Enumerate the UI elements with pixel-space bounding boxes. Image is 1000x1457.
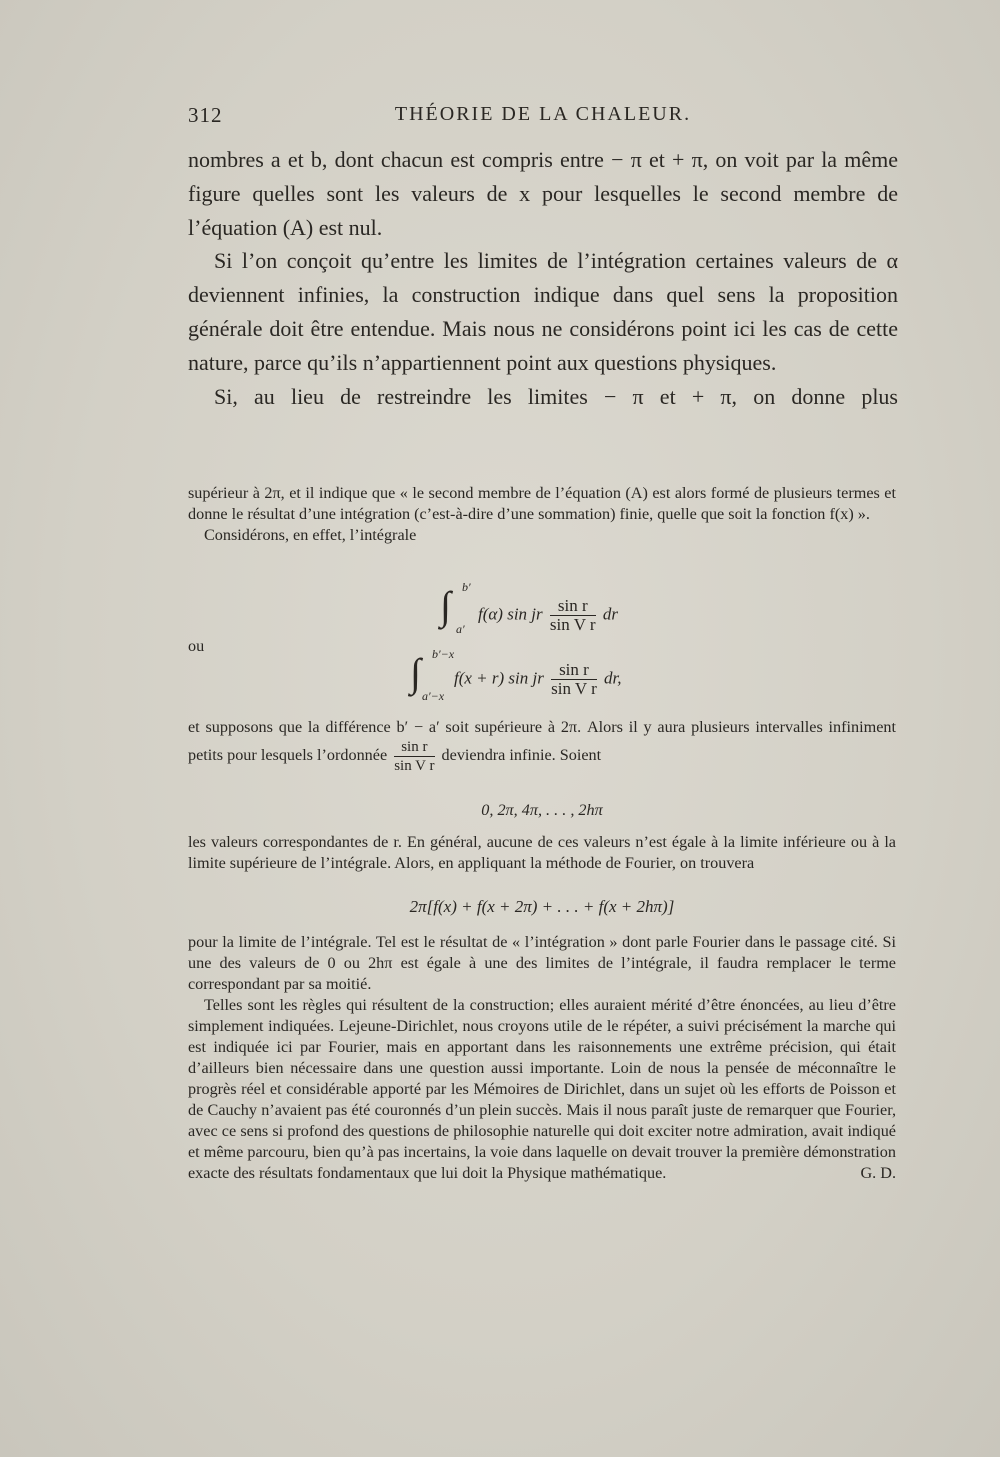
note-top bbox=[188, 483, 896, 546]
page-number: 312 bbox=[188, 103, 223, 127]
paragraph-2: Si l’on conçoit qu’entre les limites de l’intégration certaines valeurs de α deviennent infinies, la construction indique dans quel sens la proposition générale doit être entendue. Mais nous ne considérons point ici les cas de cette nature, parce qu’ils n’appartiennent point aux questions physiques. bbox=[188, 248, 898, 375]
lower-limit: a′−x bbox=[422, 689, 445, 703]
lower-limit: a′ bbox=[456, 622, 465, 636]
integrand: f(x + r) sin jr bbox=[454, 668, 544, 688]
sequence-formula: 0, 2π, 4π, . . . , 2hπ bbox=[481, 801, 603, 819]
paragraph-1: nombres a et b, dont chacun est compris entre − π et + π, on voit par la même figure quelles sont les valeurs de x pour lesquelles le second membre de l’équation (A) est nul. bbox=[188, 147, 898, 240]
fraction-denominator: sin V r bbox=[551, 679, 597, 698]
fraction-denominator: sin V r bbox=[549, 615, 596, 634]
word-ou: ou bbox=[188, 637, 205, 655]
fraction-numerator: sin r bbox=[551, 661, 597, 680]
note-paragraph-5: pour la limite de l’intégrale. Tel est le résultat de « l’intégration » dont parle Fourier dans le passage cité. Si une des valeurs de 0 ou 2hπ est égale à une des limites de l’intégrale, il faudra remplacer le terme correspondant par sa moitié. bbox=[188, 933, 896, 993]
running-title: THÉORIE DE LA CHALEUR. bbox=[394, 103, 692, 125]
upper-limit: b′ bbox=[462, 580, 471, 594]
fraction bbox=[550, 597, 596, 634]
note-text-3a: et supposons que la différence b′ − a′ soit supérieure à 2π. Alors il y aura plusieurs intervalles infiniment petits pour lesquels l’ordonnée bbox=[188, 718, 896, 765]
page-header bbox=[188, 103, 898, 133]
fraction-numerator: sin r bbox=[550, 597, 596, 616]
sum-formula: 2π[f(x) + f(x + 2π) + . . . + f(x + 2hπ)] bbox=[409, 897, 675, 916]
differential: dr, bbox=[604, 668, 622, 688]
note-text-3b: deviendra infinie. Soient bbox=[441, 746, 602, 765]
fraction-denominator: sin V r bbox=[394, 758, 435, 774]
main-text bbox=[188, 143, 898, 413]
upper-limit: b′−x bbox=[432, 647, 455, 661]
note-bottom bbox=[188, 932, 896, 1184]
integral-sign: ∫ bbox=[440, 583, 451, 628]
integral-formula-2 bbox=[410, 647, 690, 707]
fraction bbox=[551, 661, 597, 698]
signature: G. D. bbox=[860, 1164, 896, 1182]
note-paragraph-2: Considérons, en effet, l’intégrale bbox=[204, 526, 417, 544]
differential: dr bbox=[602, 604, 618, 624]
note-paragraph-1: supérieur à 2π, et il indique que « le second membre de l’équation (A) est alors formé de plusieurs termes et donne le résultat d’une intégration (c’est-à-dire d’une sommation) finie, quelle que soit la fonction f(x) ». bbox=[188, 484, 896, 523]
integral-formula-1 bbox=[440, 580, 680, 640]
note-paragraph-3 bbox=[188, 717, 896, 775]
integral-sign: ∫ bbox=[410, 650, 421, 695]
paragraph-3: Si, au lieu de restreindre les limites − π et + π, on donne plus bbox=[214, 383, 898, 409]
note-paragraph-4: les valeurs correspondantes de r. En général, aucune de ces valeurs n’est égale à la limite inférieure ou à la limite supérieure de l’intégrale. Alors, en appliquant la méthode de Fourier, on trouvera bbox=[188, 833, 896, 872]
note-paragraph-6: Telles sont les règles qui résultent de la construction; elles auraient mérité d’être énoncées, au lieu d’être simplement indiquées. Lejeune-Dirichlet, nous croyons utile de le répéter, a suivi précisément la marche qui est indiquée ici par Fourier, mais en apportant dans les raisonnements une extrême précision, qui était d’ailleurs bien nécessaire dans une question aussi importante. Loin de nous la pensée de méconnaître le progrès réel et considérable apporté par les Mémoires de Dirichlet, dans un sujet où les efforts de Poisson et de Cauchy n’avaient pas été couronnés d’un plein succès. Mais il nous paraît juste de remarquer que Fourier, avec ce sens si profond des questions de philosophie naturelle qui doit exciter notre admiration, avait indiqué et même parcouru, bien qu’à pas incertains, la voie dans laquelle on devait trouver la première démonstration exacte des résultats fondamentaux que lui doit la Physique mathématique. G. D. bbox=[188, 996, 896, 1182]
ordinate-fraction bbox=[394, 738, 434, 775]
fraction-numerator: sin r bbox=[394, 738, 434, 757]
integrand: f(α) sin jr bbox=[478, 604, 543, 624]
